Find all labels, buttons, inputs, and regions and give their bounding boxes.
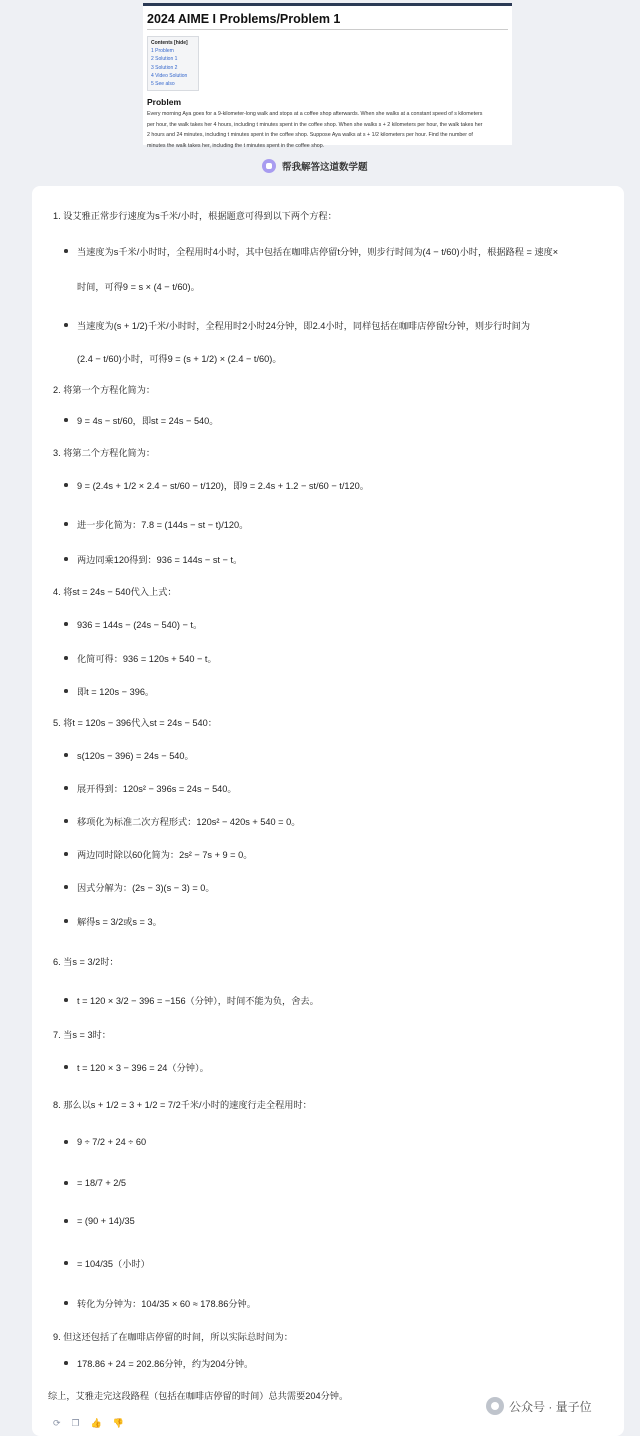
step-bullet: 进一步化简为：7.8 = (144s − st − t)/120。 [64,517,248,531]
step-bullet: 936 = 144s − (24s − 540) − t。 [64,617,202,631]
conclusion: 综上，艾雅走完这段路程（包括在咖啡店停留的时间）总共需要204分钟。 [48,1391,349,1401]
step-heading: 6. 当s = 3/2时： [53,957,119,967]
step-bullet: t = 120 × 3 − 396 = 24（分钟）。 [64,1060,209,1074]
watermark-text: 公众号 · 量子位 [509,1399,592,1414]
problem-line: per hour, the walk takes her 4 hours, including t minutes spent in the coffee shop. When she walks s + 2 kilometers per hour, the walk takes her [147,121,483,128]
toc-item-problem[interactable]: 1 Problem [151,48,174,55]
toc-item-solution-2[interactable]: 3 Solution 2 [151,64,178,71]
step-bullet: 转化为分钟为：104/35 × 60 ≈ 178.86分钟。 [64,1296,256,1310]
step-heading: 7. 当s = 3时： [53,1030,111,1040]
thumbs-up-icon[interactable]: 👍 [90,1418,102,1428]
thumbs-down-icon[interactable]: 👎 [112,1418,125,1428]
step-bullet: 两边同时除以60化简为：2s² − 7s + 9 = 0。 [64,847,252,861]
copy-icon[interactable]: ❐ [71,1418,80,1428]
step-heading: 3. 将第二个方程化简为： [53,448,156,458]
step-bullet: 因式分解为：(2s − 3)(s − 3) = 0。 [64,880,215,894]
step-heading: 9. 但这还包括了在咖啡店停留的时间，所以实际总时间为： [53,1332,293,1342]
step-bullet: 9 ÷ 7/2 + 24 ÷ 60 [64,1137,146,1147]
refresh-icon[interactable]: ⟳ [53,1418,61,1428]
step-bullet: 178.86 + 24 = 202.86分钟，约为204分钟。 [64,1356,253,1370]
watermark [486,1397,592,1415]
wechat-icon [486,1397,504,1415]
step-bullet: 即t = 120s − 396。 [64,684,154,698]
step-heading: 5. 将t = 120s − 396代入st = 24s − 540： [53,718,217,728]
step-bullet: t = 120 × 3/2 − 396 = −156（分钟），时间不能为负，舍去。 [64,993,319,1007]
step-bullet: 9 = 4s − st/60，即st = 24s − 540。 [64,413,218,427]
problem-line: 2 hours and 24 minutes, including t minutes spent in the coffee shop. Suppose Aya walks at s + 1/2 kilometers per hour. Find the number of [147,132,473,139]
toc-item-see-also[interactable]: 5 See also [151,81,175,88]
page-title: 2024 AIME I Problems/Problem 1 [147,12,508,30]
step-bullet: = 18/7 + 2/5 [64,1178,126,1188]
step-bullet: = 104/35（小时） [64,1256,150,1270]
problem-line: Every morning Aya goes for a 9-kilometer-long walk and stops at a coffee shop afterwards. When she walks at a constant speed of s kilometers [147,111,483,118]
action-toolbar [53,1418,124,1429]
step-bullet-continued: (2.4 − t/60)小时，可得9 = (s + 1/2) × (2.4 − t/60)。 [77,354,282,364]
step-heading: 4. 将st = 24s − 540代入上式： [53,587,177,597]
toc-item-video-solution[interactable]: 4 Video Solution [151,72,188,79]
step-bullet: 当速度为(s + 1/2)千米/小时时，全程用时2小时24分钟，即2.4小时，同样包括在咖啡店停留t分钟，则步行时间为 [64,318,530,332]
toc-heading: Contents [hide] [151,40,188,46]
step-bullet: 解得s = 3/2或s = 3。 [64,914,162,928]
step-bullet: s(120s − 396) = 24s − 540。 [64,748,194,762]
step-heading: 2. 将第一个方程化简为： [53,385,156,395]
step-heading: 8. 那么以s + 1/2 = 3 + 1/2 = 7/2千米/小时的速度行走全程用时： [53,1100,312,1110]
prompt-text: 帮我解答这道数学题 [282,162,368,173]
table-of-contents [147,36,199,91]
answer-card [32,186,624,1436]
step-bullet: = (90 + 14)/35 [64,1216,135,1226]
step-heading: 1. 设艾雅正常步行速度为s千米/小时，根据题意可得到以下两个方程： [53,211,337,221]
step-bullet-continued: 时间，可得9 = s × (4 − t/60)。 [77,282,200,292]
assistant-icon [262,159,276,173]
step-bullet: 当速度为s千米/小时时，全程用时4小时，其中包括在咖啡店停留t分钟，则步行时间为(4 − t/60)小时，根据路程 = 速度× [64,244,558,258]
step-bullet: 两边同乘120得到：936 = 144s − st − t。 [64,552,242,566]
problem-screenshot [143,3,512,149]
step-bullet: 移项化为标准二次方程形式：120s² − 420s + 540 = 0。 [64,814,300,828]
section-heading: Problem [147,97,182,108]
toc-item-solution-1[interactable]: 2 Solution 1 [151,56,178,63]
problem-line: minutes the walk takes her, including the t minutes spent in the coffee shop. [147,143,325,149]
user-prompt [262,158,368,174]
step-bullet: 展开得到：120s² − 396s = 24s − 540。 [64,781,237,795]
step-bullet: 化简可得：936 = 120s + 540 − t。 [64,651,217,665]
step-bullet: 9 = (2.4s + 1/2 × 2.4 − st/60 − t/120)，即9 = 2.4s + 1.2 − st/60 − t/120。 [64,478,369,492]
